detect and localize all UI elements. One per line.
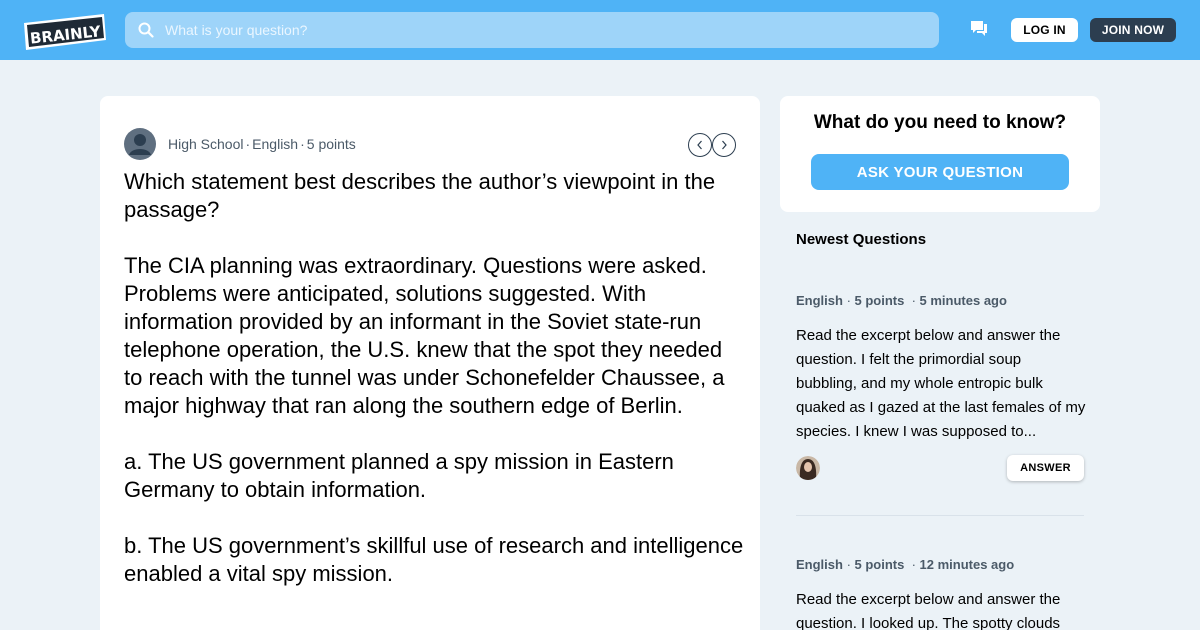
chevron-left-icon (695, 140, 705, 150)
divider (796, 515, 1084, 516)
newest-questions-heading: Newest Questions (796, 231, 927, 248)
item-subject[interactable]: English (796, 557, 843, 572)
question-card (100, 96, 760, 630)
chevron-right-icon (719, 140, 729, 150)
item-points: 5 points (854, 293, 905, 308)
messages-icon[interactable] (969, 19, 989, 39)
logo-text: BRAINLY (29, 22, 102, 48)
join-now-button[interactable]: JOIN NOW (1090, 18, 1176, 42)
search-input[interactable] (165, 12, 925, 48)
list-item-text[interactable]: Read the excerpt below and answer the question. I felt the primordial soup bubbling, and my whole entropic bulk quaked as I gazed at the last females of my species. I knew I was supposed to... (796, 327, 1086, 440)
question-option-b: b. The US government’s skillful use of research and intelligence enabled a vital spy mission. (124, 533, 744, 586)
item-time: 5 minutes ago (919, 293, 1007, 308)
item-subject[interactable]: English (796, 293, 843, 308)
question-level[interactable]: High School (168, 136, 244, 152)
brainly-logo[interactable] (24, 14, 106, 50)
list-item-meta: English · 5 points · 12 minutes ago (796, 557, 1015, 572)
ask-title: What do you need to know? (813, 112, 1067, 133)
answer-button[interactable]: ANSWER (1007, 455, 1084, 481)
list-item-text[interactable]: Read the excerpt below and answer the question. I looked up. The spotty clouds (796, 591, 1061, 630)
item-time: 12 minutes ago (919, 557, 1015, 572)
ask-question-card (780, 96, 1100, 212)
question-prompt: Which statement best describes the author’s viewpoint in the passage? (124, 169, 716, 222)
question-points: 5 points (306, 136, 356, 152)
search-bar[interactable] (125, 12, 939, 48)
question-meta: High School · English · 5 points (168, 136, 356, 152)
log-in-button[interactable]: LOG IN (1011, 18, 1078, 42)
question-passage: The CIA planning was extraordinary. Questions were asked. Problems were anticipated, solutions suggested. With information provided by an informant in the Soviet state-run telephone operation, the U.S. knew that the spot they needed to reach with the tunnel was under Schonefelder Chaussee, a major highway that ran along the southern edge of Berlin. (124, 253, 725, 418)
question-subject[interactable]: English (252, 136, 299, 152)
user-avatar[interactable] (124, 128, 156, 160)
next-question-button[interactable] (712, 133, 736, 157)
asker-avatar[interactable] (796, 456, 820, 480)
top-navigation-bar (0, 0, 1200, 60)
question-text (124, 168, 744, 616)
list-item-meta: English · 5 points · 5 minutes ago (796, 293, 1007, 308)
item-points: 5 points (854, 557, 905, 572)
question-option-a: a. The US government planned a spy mission in Eastern Germany to obtain information. (124, 449, 674, 502)
previous-question-button[interactable] (688, 133, 712, 157)
ask-question-button[interactable]: ASK YOUR QUESTION (811, 154, 1069, 190)
search-icon (138, 22, 154, 38)
